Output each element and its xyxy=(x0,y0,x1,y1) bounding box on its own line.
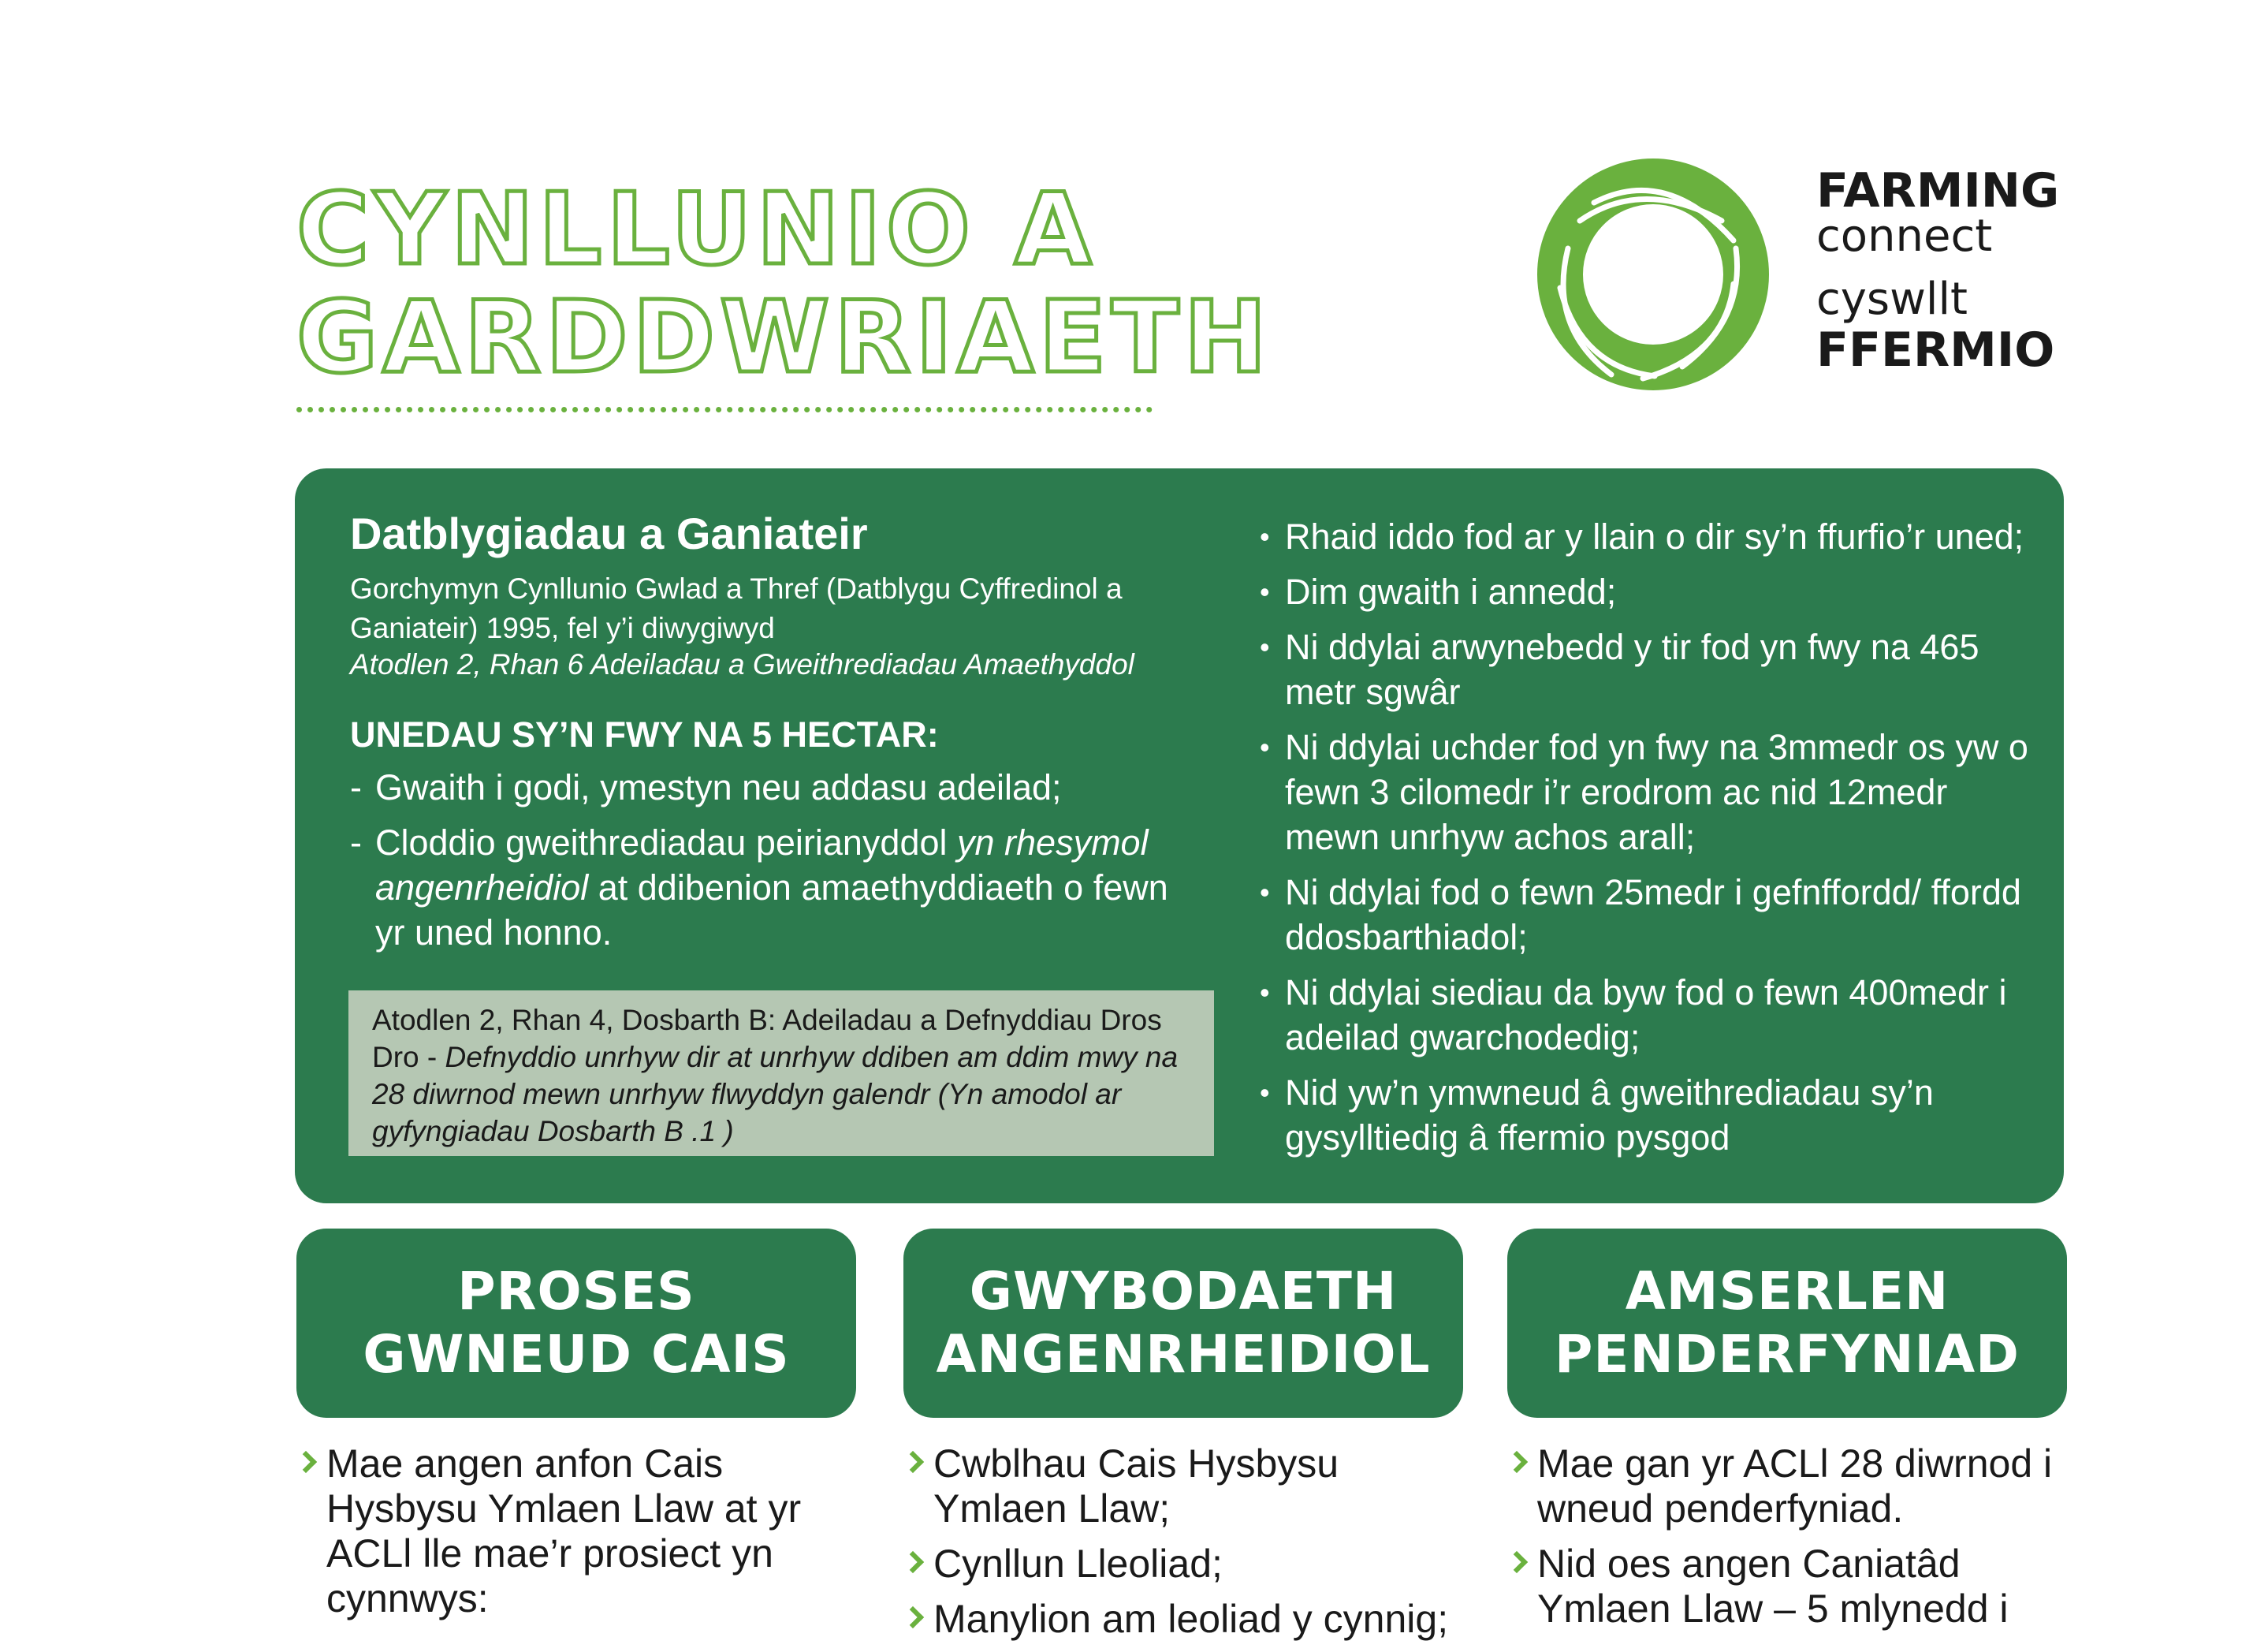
panel-reference: Gorchymyn Cynllunio Gwlad a Thref (Datblygu Cyffredinol a Ganiateir) 1995, fel y’i diwygiwyd xyxy=(350,572,1123,644)
condition-item: • Ni ddylai uchder fod yn fwy na 3mmedr os yw o fewn 3 cilomedr i’r erodrom ac nid 12medr mewn unrhyw achos arall; xyxy=(1260,725,2048,860)
list-item: Mae angen anfon Cais Hysbysu Ymlaen Llaw at yr ACLl lle mae’r prosiect yn cynnwys: xyxy=(295,1441,815,1621)
permitted-development-panel xyxy=(295,468,2064,1203)
condition-item: • Rhaid iddo fod ar y llain o dir sy’n ffurfio’r uned; xyxy=(1260,514,2048,559)
list-item: Mae gan yr ACLl 28 diwrnod i wneud penderfyniad. xyxy=(1506,1441,2073,1531)
logo-text-cyswllt: cyswllt xyxy=(1816,274,1968,325)
temporary-use-note xyxy=(348,990,1214,1156)
title-dotted-divider xyxy=(296,407,1153,412)
condition-item: • Dim gwaith i annedd; xyxy=(1260,569,2048,614)
application-process-list xyxy=(295,1441,815,1631)
condition-item: • Nid yw’n ymwneud â gweithrediadau sy’n gysylltiedig â ffermio pysgod xyxy=(1260,1070,2048,1160)
panel-heading: Datblygiadau a Ganiateir xyxy=(350,509,868,558)
panel-subheading: UNEDAU SY’N FWY NA 5 HECTAR: xyxy=(350,714,939,755)
condition-item: • Ni ddylai siediau da byw fod o fewn 400medr i adeilad gwarchodedig; xyxy=(1260,970,2048,1060)
list-item: Nid oes angen Caniatâd Ymlaen Llaw – 5 mlynedd i xyxy=(1506,1542,2073,1631)
dash-item: - Gwaith i godi, ymestyn neu addasu adeilad; xyxy=(350,765,1178,810)
logo-text-ffermio: FFERMIO xyxy=(1816,323,2055,378)
page-title-line-2: GARDDWRIAETH xyxy=(296,279,1272,395)
list-item: Manylion am leoliad y cynnig; xyxy=(902,1597,1469,1642)
logo-text-farming: FARMING xyxy=(1816,163,2060,218)
page-title-line-1: CYNLLUNIO A xyxy=(296,171,1097,287)
swirl-ring-logo-icon xyxy=(1525,146,1782,403)
conditions-list xyxy=(1260,514,2048,1170)
condition-item: • Ni ddylai fod o fewn 25medr i gefnffordd/ ffordd ddosbarthiadol; xyxy=(1260,870,2048,960)
column-header-application-process: PROSES GWNEUD CAIS xyxy=(296,1229,856,1418)
dash-item: - Cloddio gweithrediadau peirianyddol yn rhesymol angenrheidiol at ddibenion amaethyddiaeth o fewn yr uned honno. xyxy=(350,820,1178,955)
decision-timeline-list xyxy=(1506,1441,2073,1642)
dash-list xyxy=(350,765,1178,965)
list-item: Cwblhau Cais Hysbysu Ymlaen Llaw; xyxy=(902,1441,1469,1531)
list-item: Cynllun Lleoliad; xyxy=(902,1542,1469,1587)
note-italic-text: Defnyddio unrhyw dir at unrhyw ddiben am ddim mwy na 28 diwrnod mewn unrhyw flwyddyn galendr (Yn amodol ar gyfyngiadau Dosbarth B .1 ) xyxy=(372,1041,1179,1147)
column-header-decision-timeline: AMSERLEN PENDERFYNIAD xyxy=(1507,1229,2067,1418)
note-plain-text: Atodlen 2, Rhan 4, Dosbarth B: Adeiladau a Defnyddiau Dros Dro - xyxy=(372,1004,1162,1073)
condition-item: • Ni ddylai arwynebedd y tir fod yn fwy na 465 metr sgwâr xyxy=(1260,625,2048,714)
column-header-required-information: GWYBODAETH ANGENRHEIDIOL xyxy=(903,1229,1463,1418)
logo-text-connect: connect xyxy=(1816,211,1993,262)
panel-reference-italic: Atodlen 2, Rhan 6 Adeiladau a Gweithrediadau Amaethyddol xyxy=(350,648,1134,681)
